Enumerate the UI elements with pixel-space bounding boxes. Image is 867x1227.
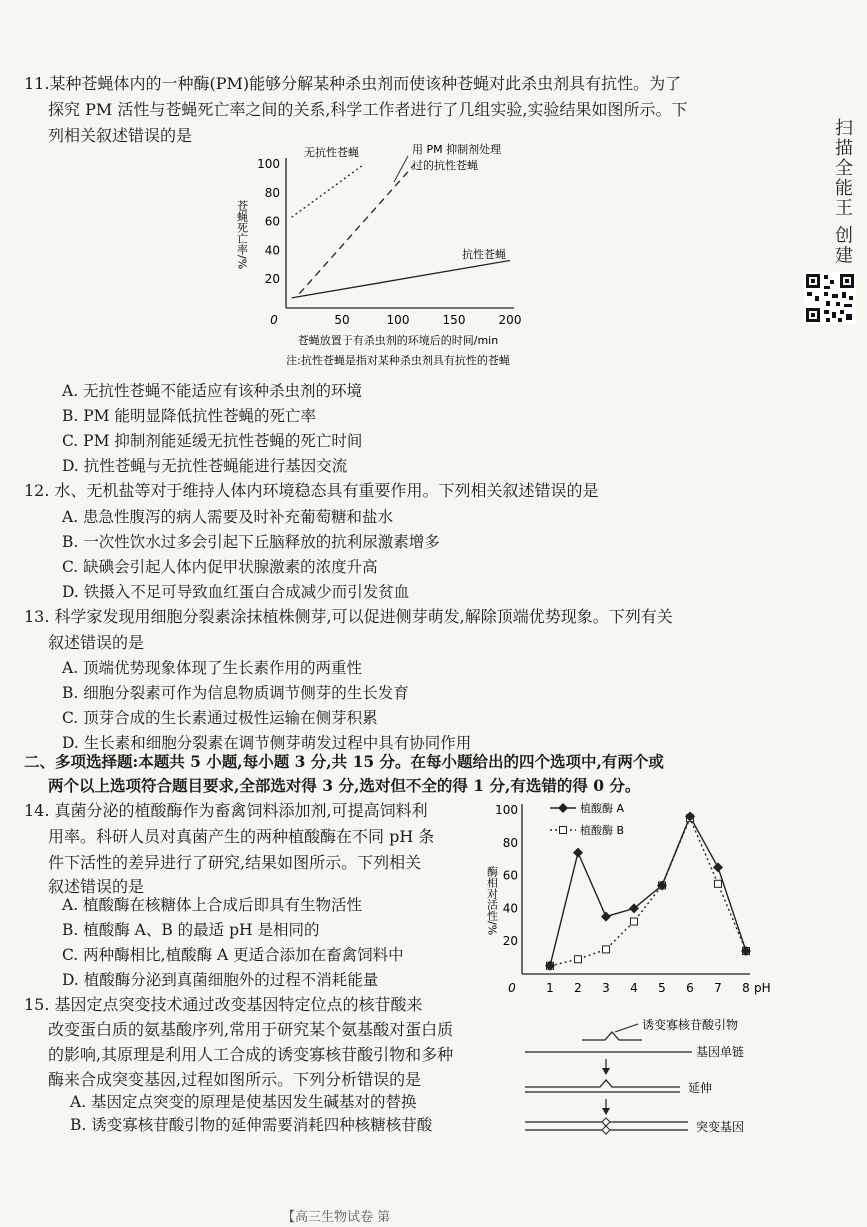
q15-stem-line-2: 改变蛋白质的氨基酸序列,常用于研究某个氨基酸对蛋白质: [48, 1020, 454, 1039]
chart2-point-b: [603, 946, 610, 953]
primer-label-leader: [615, 1024, 638, 1032]
chart2-x-tick-label: 2: [574, 981, 582, 995]
chart2-legend-label-b: 植酸酶 B: [580, 824, 625, 837]
q14-stem-line-4: 叙述错误的是: [48, 877, 145, 896]
chart1-series-label-2a: 用 PM 抑制剂处理: [412, 143, 502, 156]
q15-stem-line-3: 的影响,其原理是利用人工合成的诱变寡核苷酸引物和多种: [48, 1045, 454, 1064]
q15-stem-line-1: 15. 基因定点突变技术通过改变基因特定位点的核苷酸来: [24, 995, 423, 1014]
chart2-x-tick-label: 6: [686, 981, 694, 995]
q13-option-c: C. 顶芽合成的生长素通过极性运输在侧芽积累: [62, 709, 378, 727]
section2-header-line-2: 两个以上选项符合题目要求,全部选对得 3 分,选对但不全的得 1 分,有选错的得 0 分。: [48, 776, 641, 795]
chart1-series-label-2b: 过的抗性苍蝇: [412, 159, 478, 172]
q11-option-b: B. PM 能明显降低抗性苍蝇的死亡率: [62, 407, 316, 425]
q14-option-c: C. 两种酶相比,植酸酶 A 更适合添加在畜禽饲料中: [62, 946, 404, 964]
chart1-x-tick-label: 200: [498, 313, 522, 327]
chart2-point-b: [575, 956, 582, 963]
chart1-x-tick-label: 100: [386, 313, 410, 327]
chart1-x-tick-label: 150: [442, 313, 466, 327]
q12-option-d: D. 铁摄入不足可导致血红蛋白合成减少而引发贫血: [62, 583, 410, 601]
extend-label: 延伸: [688, 1081, 713, 1095]
chart1-series-label-3: 抗性苍蝇: [462, 248, 506, 261]
mutation-site-marker-2: [602, 1126, 610, 1134]
q12-option-c: C. 缺碘会引起人体内促甲状腺激素的浓度升高: [62, 558, 378, 576]
chart2-series-line-2: [550, 818, 746, 966]
q12-option-a: A. 患急性腹泻的病人需要及时补充葡萄糖和盐水: [62, 508, 394, 526]
chart2-legend-label-a: 植酸酶 A: [580, 802, 625, 815]
chart1-y-tick-label: 80: [264, 185, 280, 200]
q13-stem-line-2: 叙述错误的是: [48, 633, 145, 652]
chart2-y-axis-label: 酶相对活性/%: [485, 866, 499, 936]
q15-option-a: A. 基因定点突变的原理是使基因发生碱基对的替换: [70, 1093, 417, 1111]
chart2-point-b: [631, 918, 638, 925]
q12-option-b: B. 一次性饮水过多会引起下丘脑释放的抗利尿激素增多: [62, 533, 440, 551]
q14-option-a: A. 植酸酶在核糖体上合成后即具有生物活性: [62, 896, 363, 914]
chart2-legend-marker-b: [560, 827, 567, 834]
q11-option-d: D. 抗性苍蝇与无抗性苍蝇能进行基因交流: [62, 457, 348, 475]
q14-option-b: B. 植酸酶 A、B 的最适 pH 是相同的: [62, 921, 320, 939]
page-footer: 【高三生物试卷 第: [282, 1210, 391, 1225]
chart2-y-tick-label: 40: [502, 901, 518, 916]
chart1-y-tick-label: 100: [257, 157, 280, 171]
chart2-y-tick-label: 80: [502, 835, 518, 850]
chart1-y-tick-label: 60: [264, 214, 280, 229]
chart2-x-tick-label: 1: [546, 981, 554, 995]
chart1-x-axis-label: 苍蝇放置于有杀虫剂的环境后的时间/min: [297, 334, 499, 347]
q13-option-d: D. 生长素和细胞分裂素在调节侧芽萌发过程中具有协同作用: [62, 734, 472, 752]
chart2-x-tick-label: 7: [714, 981, 722, 995]
chart1-y-axis-label: 苍蝇死亡率/%: [235, 200, 249, 270]
chart2-point-a: [601, 912, 611, 922]
single-strand-label: 基因单链: [696, 1045, 745, 1059]
chart1-series-label-2-leader: [394, 156, 408, 182]
q15-diagram: [520, 1010, 760, 1150]
side-watermark-text: 扫描全能王 创建: [832, 118, 853, 266]
arrow-1-head: [602, 1068, 610, 1075]
q11-option-c: C. PM 抑制剂能延缓无抗性苍蝇的死亡时间: [62, 432, 363, 450]
chart2-x-tick-label: 3: [602, 981, 610, 995]
chart2-x-tick-label: 5: [658, 981, 666, 995]
primer-strand: [582, 1032, 642, 1040]
extending-strand: [525, 1080, 680, 1087]
chart2-x-tick-label: 0: [508, 981, 516, 995]
chart1-series-line-2: [299, 164, 414, 294]
q14-stem-line-3: 件下活性的差异进行了研究,结果如图所示。下列相关: [48, 853, 422, 872]
chart2-series-line-1: [550, 817, 746, 966]
q15-stem-line-4: 酶来合成突变基因,过程如图所示。下列分析错误的是: [48, 1070, 422, 1089]
q14-chart: [478, 796, 778, 1002]
chart1-series-label-1: 无抗性苍蝇: [304, 146, 359, 159]
q13-stem-line-1: 13. 科学家发现用细胞分裂素涂抹植株侧芽,可以促进侧芽萌发,解除顶端优势现象。下列有关: [24, 607, 673, 626]
chart1-y-tick-label: 40: [264, 243, 280, 258]
q14-stem-line-2: 用率。科研人员对真菌产生的两种植酸酶在不同 pH 条: [48, 827, 435, 846]
q14-option-d: D. 植酸酶分泌到真菌细胞外的过程不消耗能量: [62, 971, 379, 989]
chart1-series-line-1: [292, 164, 365, 217]
chart2-point-b: [715, 880, 722, 887]
chart2-x-axis-label: pH: [754, 981, 771, 995]
section2-header-line-1: 二、多项选择题:本题共 5 小题,每小题 3 分,共 15 分。在每小题给出的四个选项中,有两个或: [24, 752, 664, 771]
q11-stem-line-2: 探究 PM 活性与苍蝇死亡率之间的关系,科学工作者进行了几组实验,实验结果如图所示。下: [48, 100, 688, 119]
chart2-y-tick-label: 20: [502, 934, 518, 949]
mutant-gene-label: 突变基因: [696, 1120, 745, 1134]
chart2-point-a: [713, 862, 723, 872]
q12-stem: 12. 水、无机盐等对于维持人体内环境稳态具有重要作用。下列相关叙述错误的是: [24, 481, 599, 500]
q13-option-b: B. 细胞分裂素可作为信息物质调节侧芽的生长发育: [62, 684, 409, 702]
q11-stem-line-1: 11.某种苍蝇体内的一种酶(PM)能够分解某种杀虫剂而使该种苍蝇对此杀虫剂具有抗性。为了: [24, 74, 682, 93]
arrow-2-head: [602, 1108, 610, 1115]
qr-code-icon: [804, 272, 856, 324]
chart1-x-tick-label: 50: [334, 313, 350, 327]
q13-option-a: A. 顶端优势现象体现了生长素作用的两重性: [62, 659, 363, 677]
q11-stem-line-3: 列相关叙述错误的是: [48, 126, 193, 145]
chart2-x-tick-label: 4: [630, 981, 638, 995]
primer-label: 诱变寡核苷酸引物: [642, 1018, 739, 1032]
chart2-x-tick-label: 8: [742, 981, 750, 995]
chart2-y-tick-label: 60: [502, 868, 518, 883]
q14-stem-line-1: 14. 真菌分泌的植酸酶作为畜禽饲料添加剂,可提高饲料利: [24, 801, 428, 820]
chart1-y-tick-label: 20: [264, 272, 280, 287]
chart2-y-tick-label: 100: [495, 803, 518, 817]
q11-chart: [228, 140, 568, 372]
chart1-note: 注:抗性苍蝇是指对某种杀虫剂具有抗性的苍蝇: [286, 354, 510, 367]
chart1-x-tick-label: 0: [270, 313, 278, 327]
chart2-legend-marker-a: [558, 803, 568, 813]
mutation-site-marker-1: [602, 1118, 610, 1126]
chart2-point-a: [573, 848, 583, 858]
q15-option-b: B. 诱变寡核苷酸引物的延伸需要消耗四种核糖核苷酸: [70, 1116, 433, 1134]
q11-option-a: A. 无抗性苍蝇不能适应有该种杀虫剂的环境: [62, 382, 363, 400]
